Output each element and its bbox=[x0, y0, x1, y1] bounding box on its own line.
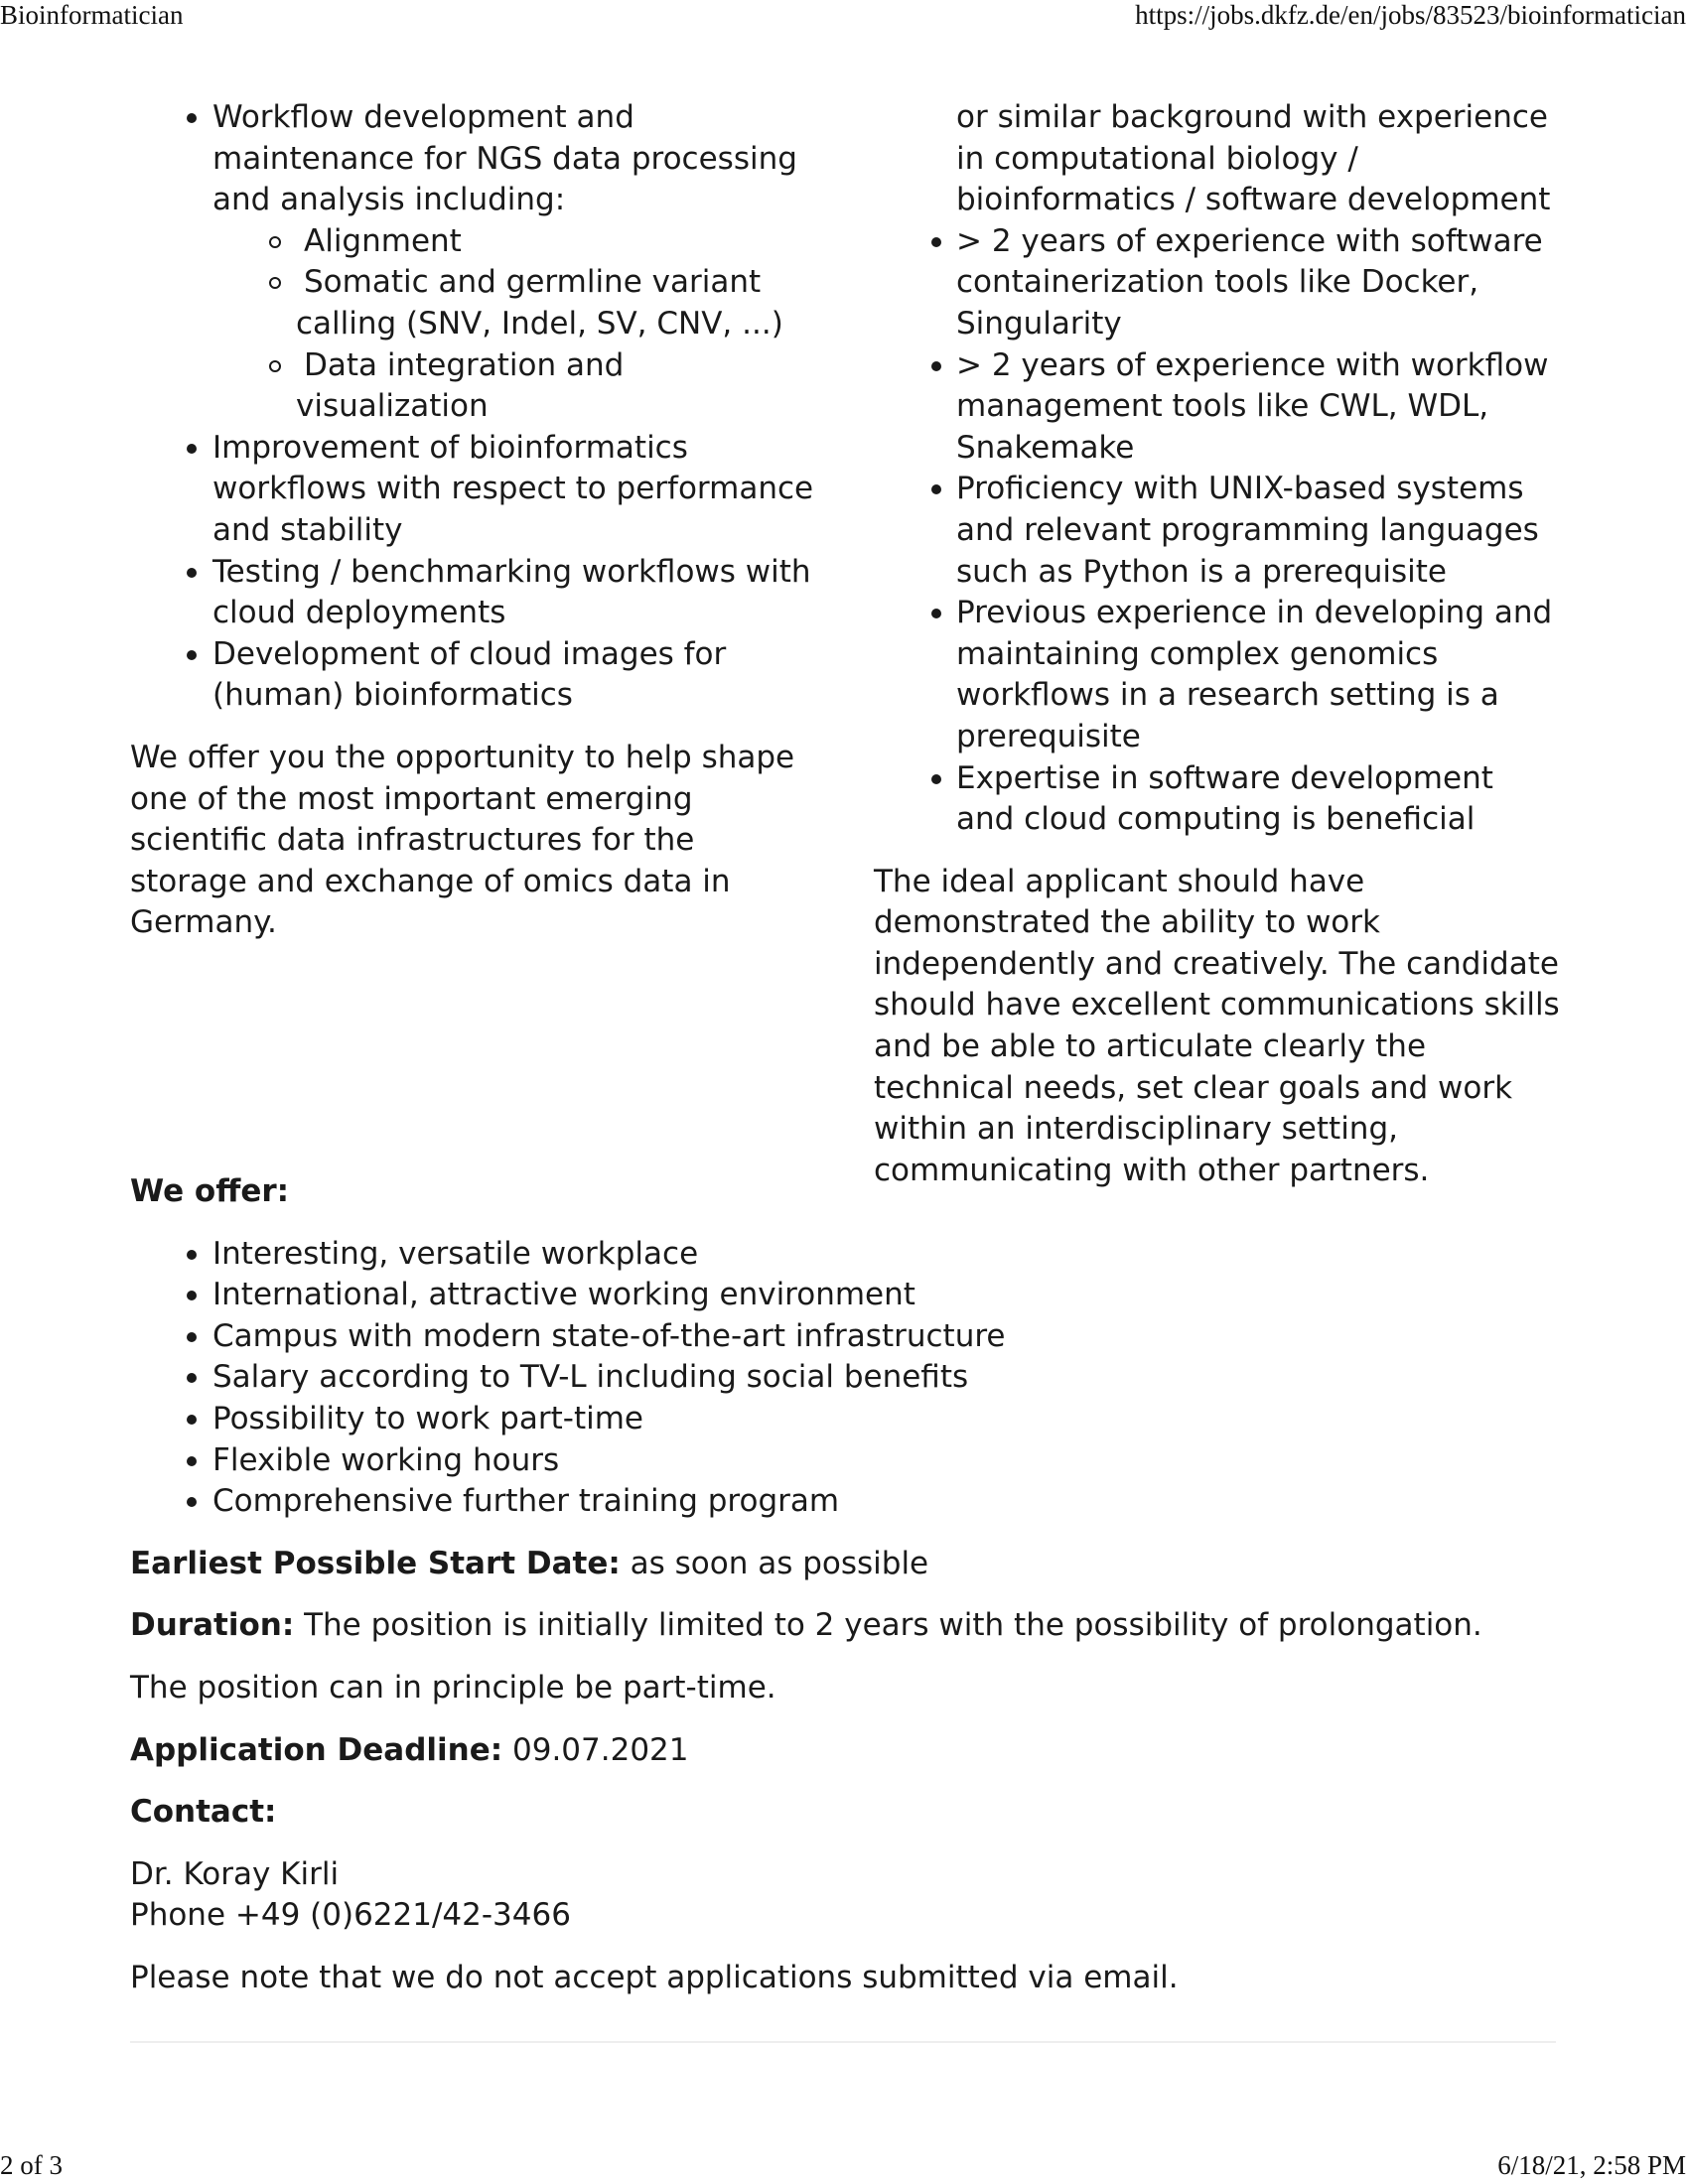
offer-paragraph: We offer you the opportunity to help shape one of the most important emerging scientific data infrastructures for the storage and exchange of omics data in Germany. bbox=[130, 739, 795, 941]
list-item bbox=[874, 221, 1561, 345]
start-date-value: as soon as possible bbox=[620, 1545, 929, 1581]
duration bbox=[130, 1605, 1556, 1647]
list-item bbox=[874, 345, 1561, 470]
subtask-text: Alignment bbox=[304, 222, 462, 259]
list-item bbox=[130, 345, 817, 428]
list-item bbox=[130, 552, 817, 634]
contact-phone: Phone +49 (0)6221/42-3466 bbox=[130, 1897, 571, 1934]
start-date bbox=[130, 1544, 1556, 1585]
requirement-text: > 2 years of experience with workflow management tools like CWL, WDL, Snakemake bbox=[956, 346, 1549, 466]
offer-item-text: International, attractive working environment bbox=[212, 1277, 915, 1313]
list-item bbox=[130, 1481, 1556, 1523]
requirement-text: Expertise in software development and cloud computing is beneficial bbox=[956, 759, 1493, 838]
deadline-label: Application Deadline: bbox=[130, 1731, 503, 1768]
we-offer-title: We offer: bbox=[130, 1173, 290, 1209]
requirement-text: Previous experience in developing and maintaining complex genomics workflows in a research setting is a prerequisite bbox=[956, 595, 1553, 754]
deadline-value: 09.07.2021 bbox=[502, 1731, 689, 1768]
task-list bbox=[130, 97, 817, 717]
ideal-applicant-paragraph: The ideal applicant should have demonstrated the ability to work independently and creatively. The candidate should have excellent communications skills and be able to articulate clearly the technical needs, set clear goals and work within an interdisciplinary setting, communicating with other partners. bbox=[874, 863, 1560, 1188]
offer-item-text: Salary according to TV-L including social benefits bbox=[212, 1359, 969, 1396]
requirement-text: > 2 years of experience with software containerization tools like Docker, Singularity bbox=[956, 222, 1543, 341]
offer-item-text: Interesting, versatile workplace bbox=[212, 1235, 699, 1272]
offer-item-text: Possibility to work part-time bbox=[212, 1400, 643, 1436]
left-column bbox=[130, 97, 817, 944]
print-header bbox=[0, 0, 1688, 32]
list-item bbox=[130, 1275, 1556, 1316]
list-item bbox=[130, 262, 817, 344]
duration-value: The position is initially limited to 2 years with the possibility of prolongation. bbox=[294, 1607, 1482, 1644]
application-deadline bbox=[130, 1730, 1556, 1772]
we-offer-list bbox=[130, 1234, 1556, 1523]
list-item bbox=[130, 1399, 1556, 1440]
contact-title: Contact: bbox=[130, 1794, 277, 1831]
print-footer bbox=[0, 2150, 1688, 2182]
duration-label: Duration: bbox=[130, 1607, 295, 1644]
right-column bbox=[874, 97, 1561, 1191]
contact-details bbox=[130, 1854, 1556, 1937]
list-item bbox=[130, 428, 817, 552]
requirement-list bbox=[874, 221, 1561, 841]
task-text: Improvement of bioinformatics workflows with respect to performance and stability bbox=[212, 429, 814, 548]
offer-item-text: Flexible working hours bbox=[212, 1441, 560, 1478]
page-number: 2 of 3 bbox=[0, 2150, 63, 2180]
offer-item-text: Comprehensive further training program bbox=[212, 1483, 840, 1520]
job-description bbox=[130, 97, 1560, 2043]
email-note: Please note that we do not accept applications submitted via email. bbox=[130, 1959, 1179, 1995]
list-item bbox=[130, 1316, 1556, 1358]
part-time-note: The position can in principle be part-time. bbox=[130, 1669, 776, 1706]
list-item bbox=[130, 1357, 1556, 1399]
subtask-text: Data integration and visualization bbox=[296, 346, 625, 425]
list-item bbox=[874, 758, 1561, 841]
list-item bbox=[874, 593, 1561, 757]
subtask-text: Somatic and germline variant calling (SNV, Indel, SV, CNV, ...) bbox=[296, 264, 783, 341]
print-header-url[interactable]: https://jobs.dkfz.de/en/jobs/83523/bioinformatician bbox=[1135, 0, 1686, 30]
task-text: Testing / benchmarking workflows with cloud deployments bbox=[212, 553, 811, 631]
task-text: Workflow development and maintenance for NGS data processing and analysis including: bbox=[212, 99, 797, 218]
divider bbox=[130, 2041, 1556, 2043]
list-item bbox=[130, 97, 817, 428]
list-item bbox=[130, 1440, 1556, 1482]
requirement-continuation: or similar background with experience in computational biology / bioinformatics / software development bbox=[956, 99, 1551, 218]
task-sublist bbox=[130, 221, 817, 428]
list-item bbox=[130, 1234, 1556, 1276]
offer-item-text: Campus with modern state-of-the-art infrastructure bbox=[212, 1317, 1006, 1354]
list-item bbox=[874, 469, 1561, 593]
task-text: Development of cloud images for (human) bioinformatics bbox=[212, 635, 727, 714]
list-item bbox=[130, 221, 817, 263]
print-header-title: Bioinformatician bbox=[0, 0, 184, 30]
requirement-text: Proficiency with UNIX-based systems and relevant programming languages such as Python is a prerequisite bbox=[956, 471, 1539, 590]
list-item bbox=[130, 634, 817, 717]
print-datetime: 6/18/21, 2:58 PM bbox=[1497, 2150, 1686, 2180]
contact-name: Dr. Koray Kirli bbox=[130, 1855, 340, 1892]
two-column-section bbox=[130, 97, 1560, 1188]
start-date-label: Earliest Possible Start Date: bbox=[130, 1545, 621, 1581]
